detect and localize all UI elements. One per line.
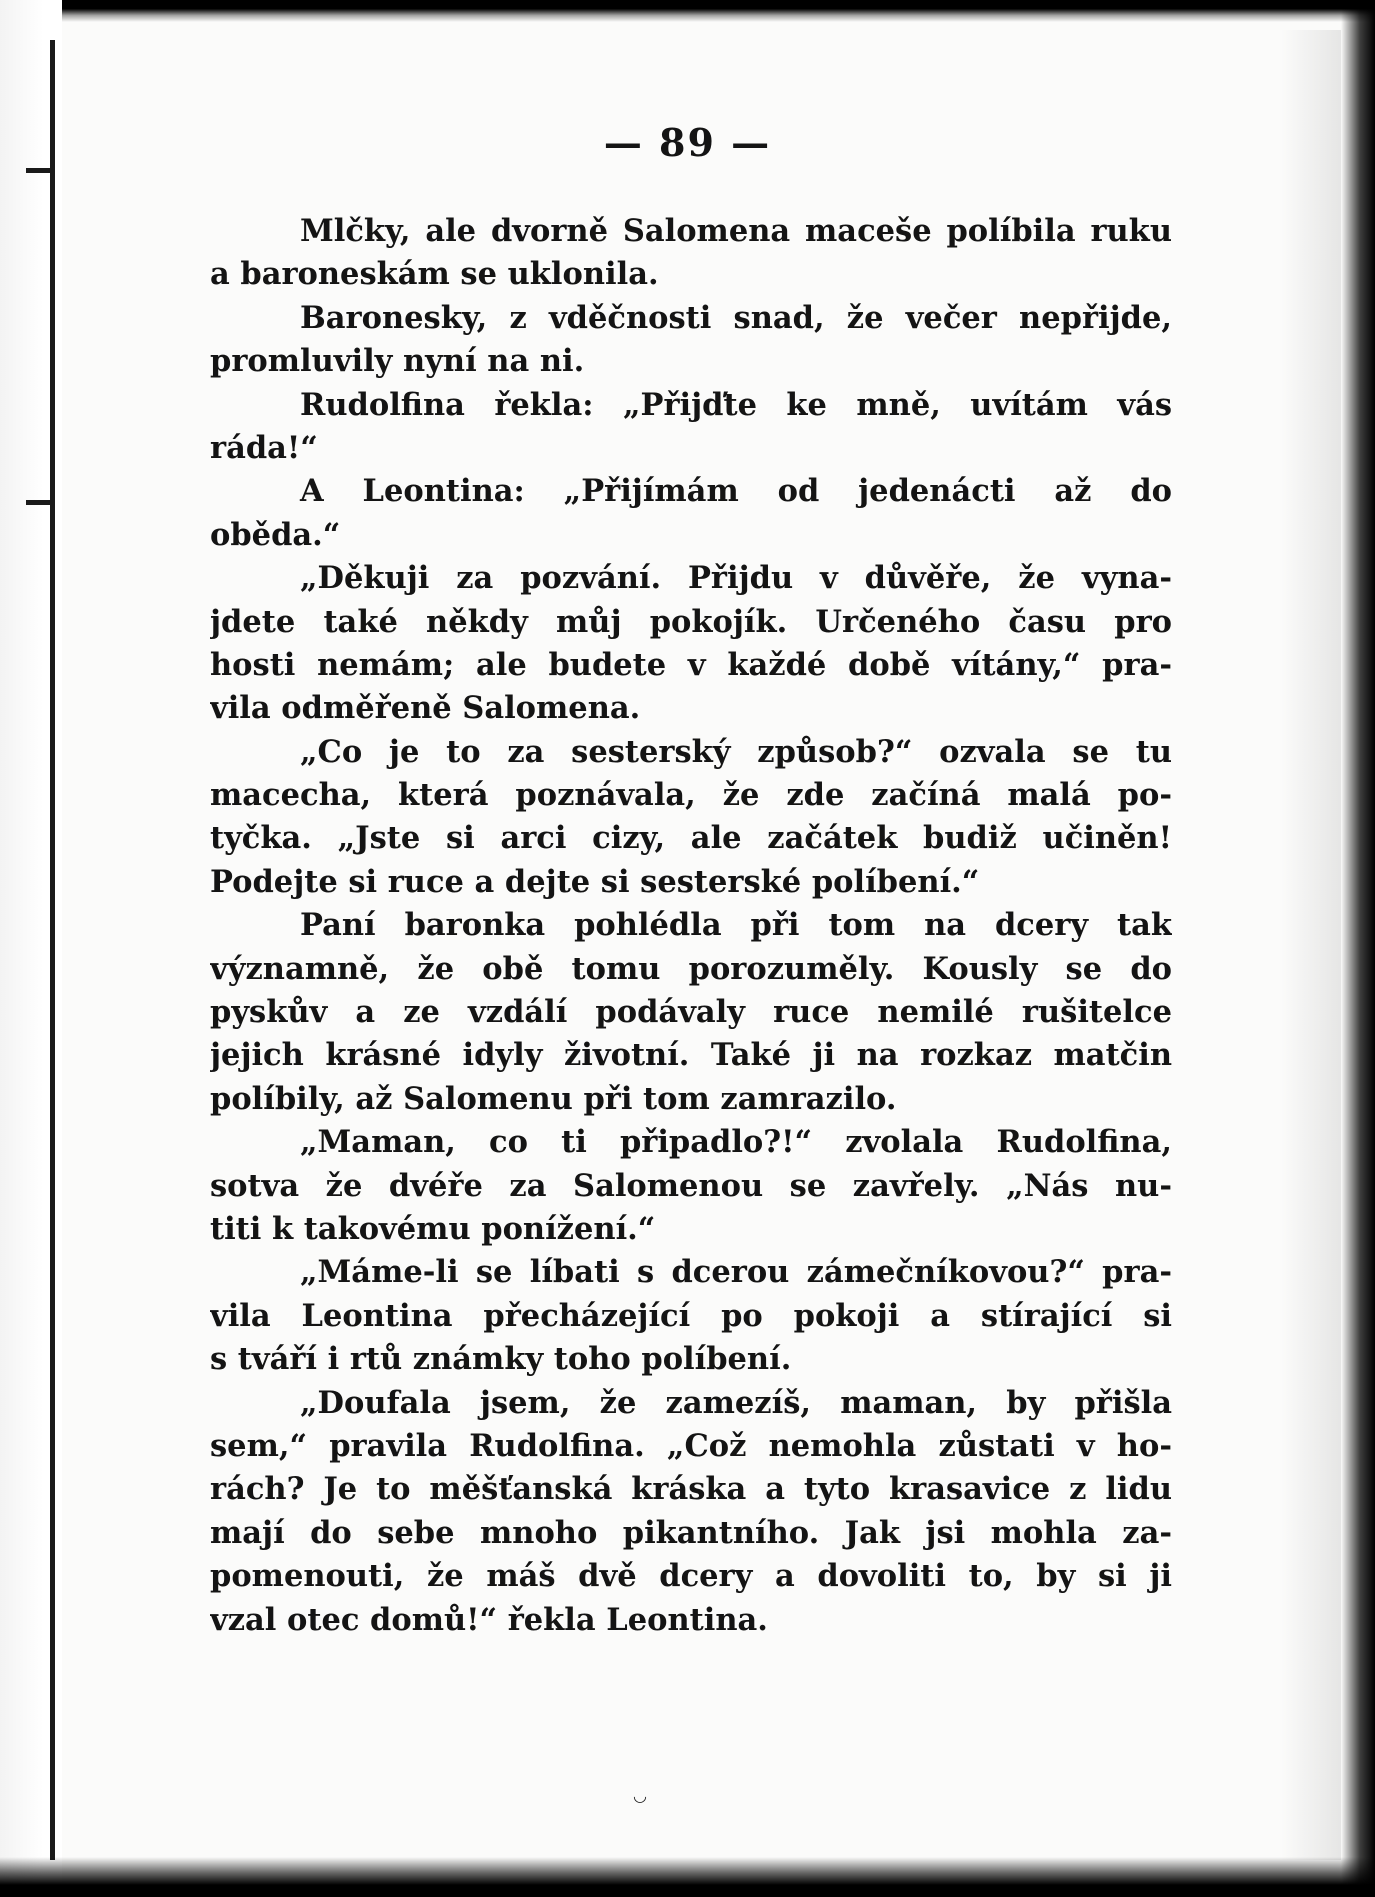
text-line: titi k takovému ponížení.“ — [210, 1210, 656, 1247]
text-line: sotva že dvéře za Salomenou se zavřely. „Nás nu- — [210, 1167, 1172, 1204]
text-line: vila odměřeně Salomena. — [210, 690, 641, 727]
text-line: hosti nemám; ale budete v každé době vítány,“ pra- — [210, 646, 1172, 683]
text-line: vila Leontina přecházející po pokoji a stírající si — [210, 1297, 1172, 1334]
left-tick-mark — [26, 500, 52, 505]
text-line: pyskův a ze vzdálí podávaly ruce nemilé rušitelce — [210, 994, 1172, 1031]
text-line: tyčka. „Jste si arci cizy, ale začátek budiž učiněn! — [210, 820, 1172, 857]
right-scan-shadow — [1341, 0, 1375, 1897]
text-line: „Maman, co ti připadlo?!“ zvolala Rudolfina, — [300, 1124, 1172, 1161]
text-line: mají do sebe mnoho pikantního. Jak jsi mohla za- — [210, 1514, 1172, 1551]
text-line: Rudolfina řekla: „Přijďte ke mně, uvítám vás — [300, 386, 1172, 423]
text-line: ráda!“ — [210, 429, 318, 466]
left-binding-rule — [50, 40, 55, 1860]
text-line: Paní baronka pohlédla při tom na dcery tak — [300, 907, 1172, 944]
text-line: A Leontina: „Přijímám od jedenácti až do — [300, 473, 1172, 510]
text-line: políbily, až Salomenu při tom zamrazilo. — [210, 1080, 897, 1117]
top-scan-shadow — [0, 0, 1375, 22]
text-line: jdete také někdy můj pokojík. Určeného času pro — [210, 603, 1172, 640]
text-line: „Co je to za sesterský způsob?“ ozvala se tu — [300, 733, 1172, 770]
right-page-gradient — [1281, 30, 1341, 1860]
text-line: promluvily nyní na ni. — [210, 343, 585, 380]
text-line: pomenouti, že máš dvě dcery a dovoliti to, by si ji — [210, 1558, 1172, 1595]
text-line: jejich krásné idyly životní. Také ji na rozkaz matčin — [210, 1037, 1172, 1074]
page-number: — 89 — — [603, 120, 772, 165]
text-line: oběda.“ — [210, 516, 341, 553]
text-line: rách? Je to měšťanská kráska a tyto krasavice z lidu — [210, 1471, 1172, 1508]
body-text — [210, 210, 1172, 1642]
text-line: „Doufala jsem, že zamezíš, maman, by přišla — [300, 1384, 1172, 1421]
text-line: „Máme-li se líbati s dcerou zámečníkovou?“ pra- — [300, 1254, 1172, 1291]
text-line: významně, že obě tomu porozuměly. Kously se do — [210, 950, 1172, 987]
text-line: Podejte si ruce a dejte si sesterské políbení.“ — [210, 863, 980, 900]
text-line: sem,“ pravila Rudolfina. „Což nemohla zůstati v ho- — [210, 1427, 1172, 1464]
text-line: macecha, která poznávala, že zde začíná malá po- — [210, 777, 1172, 814]
text-line: s tváří i rtů známky toho políbení. — [210, 1341, 792, 1378]
text-line: „Děkuji za pozvání. Přijdu v důvěře, že vyna- — [300, 560, 1172, 597]
left-tick-mark — [26, 168, 52, 173]
text-line: a baroneskám se uklonila. — [210, 256, 659, 293]
text-line: Baronesky, z vděčnosti snad, že večer nepřijde, — [300, 299, 1172, 336]
text-line: vzal otec domů!“ řekla Leontina. — [210, 1601, 768, 1638]
printer-ornament: ◡ — [633, 1786, 647, 1805]
text-line: Mlčky, ale dvorně Salomena maceše políbila ruku — [300, 213, 1172, 249]
bottom-scan-shadow — [0, 1857, 1375, 1897]
